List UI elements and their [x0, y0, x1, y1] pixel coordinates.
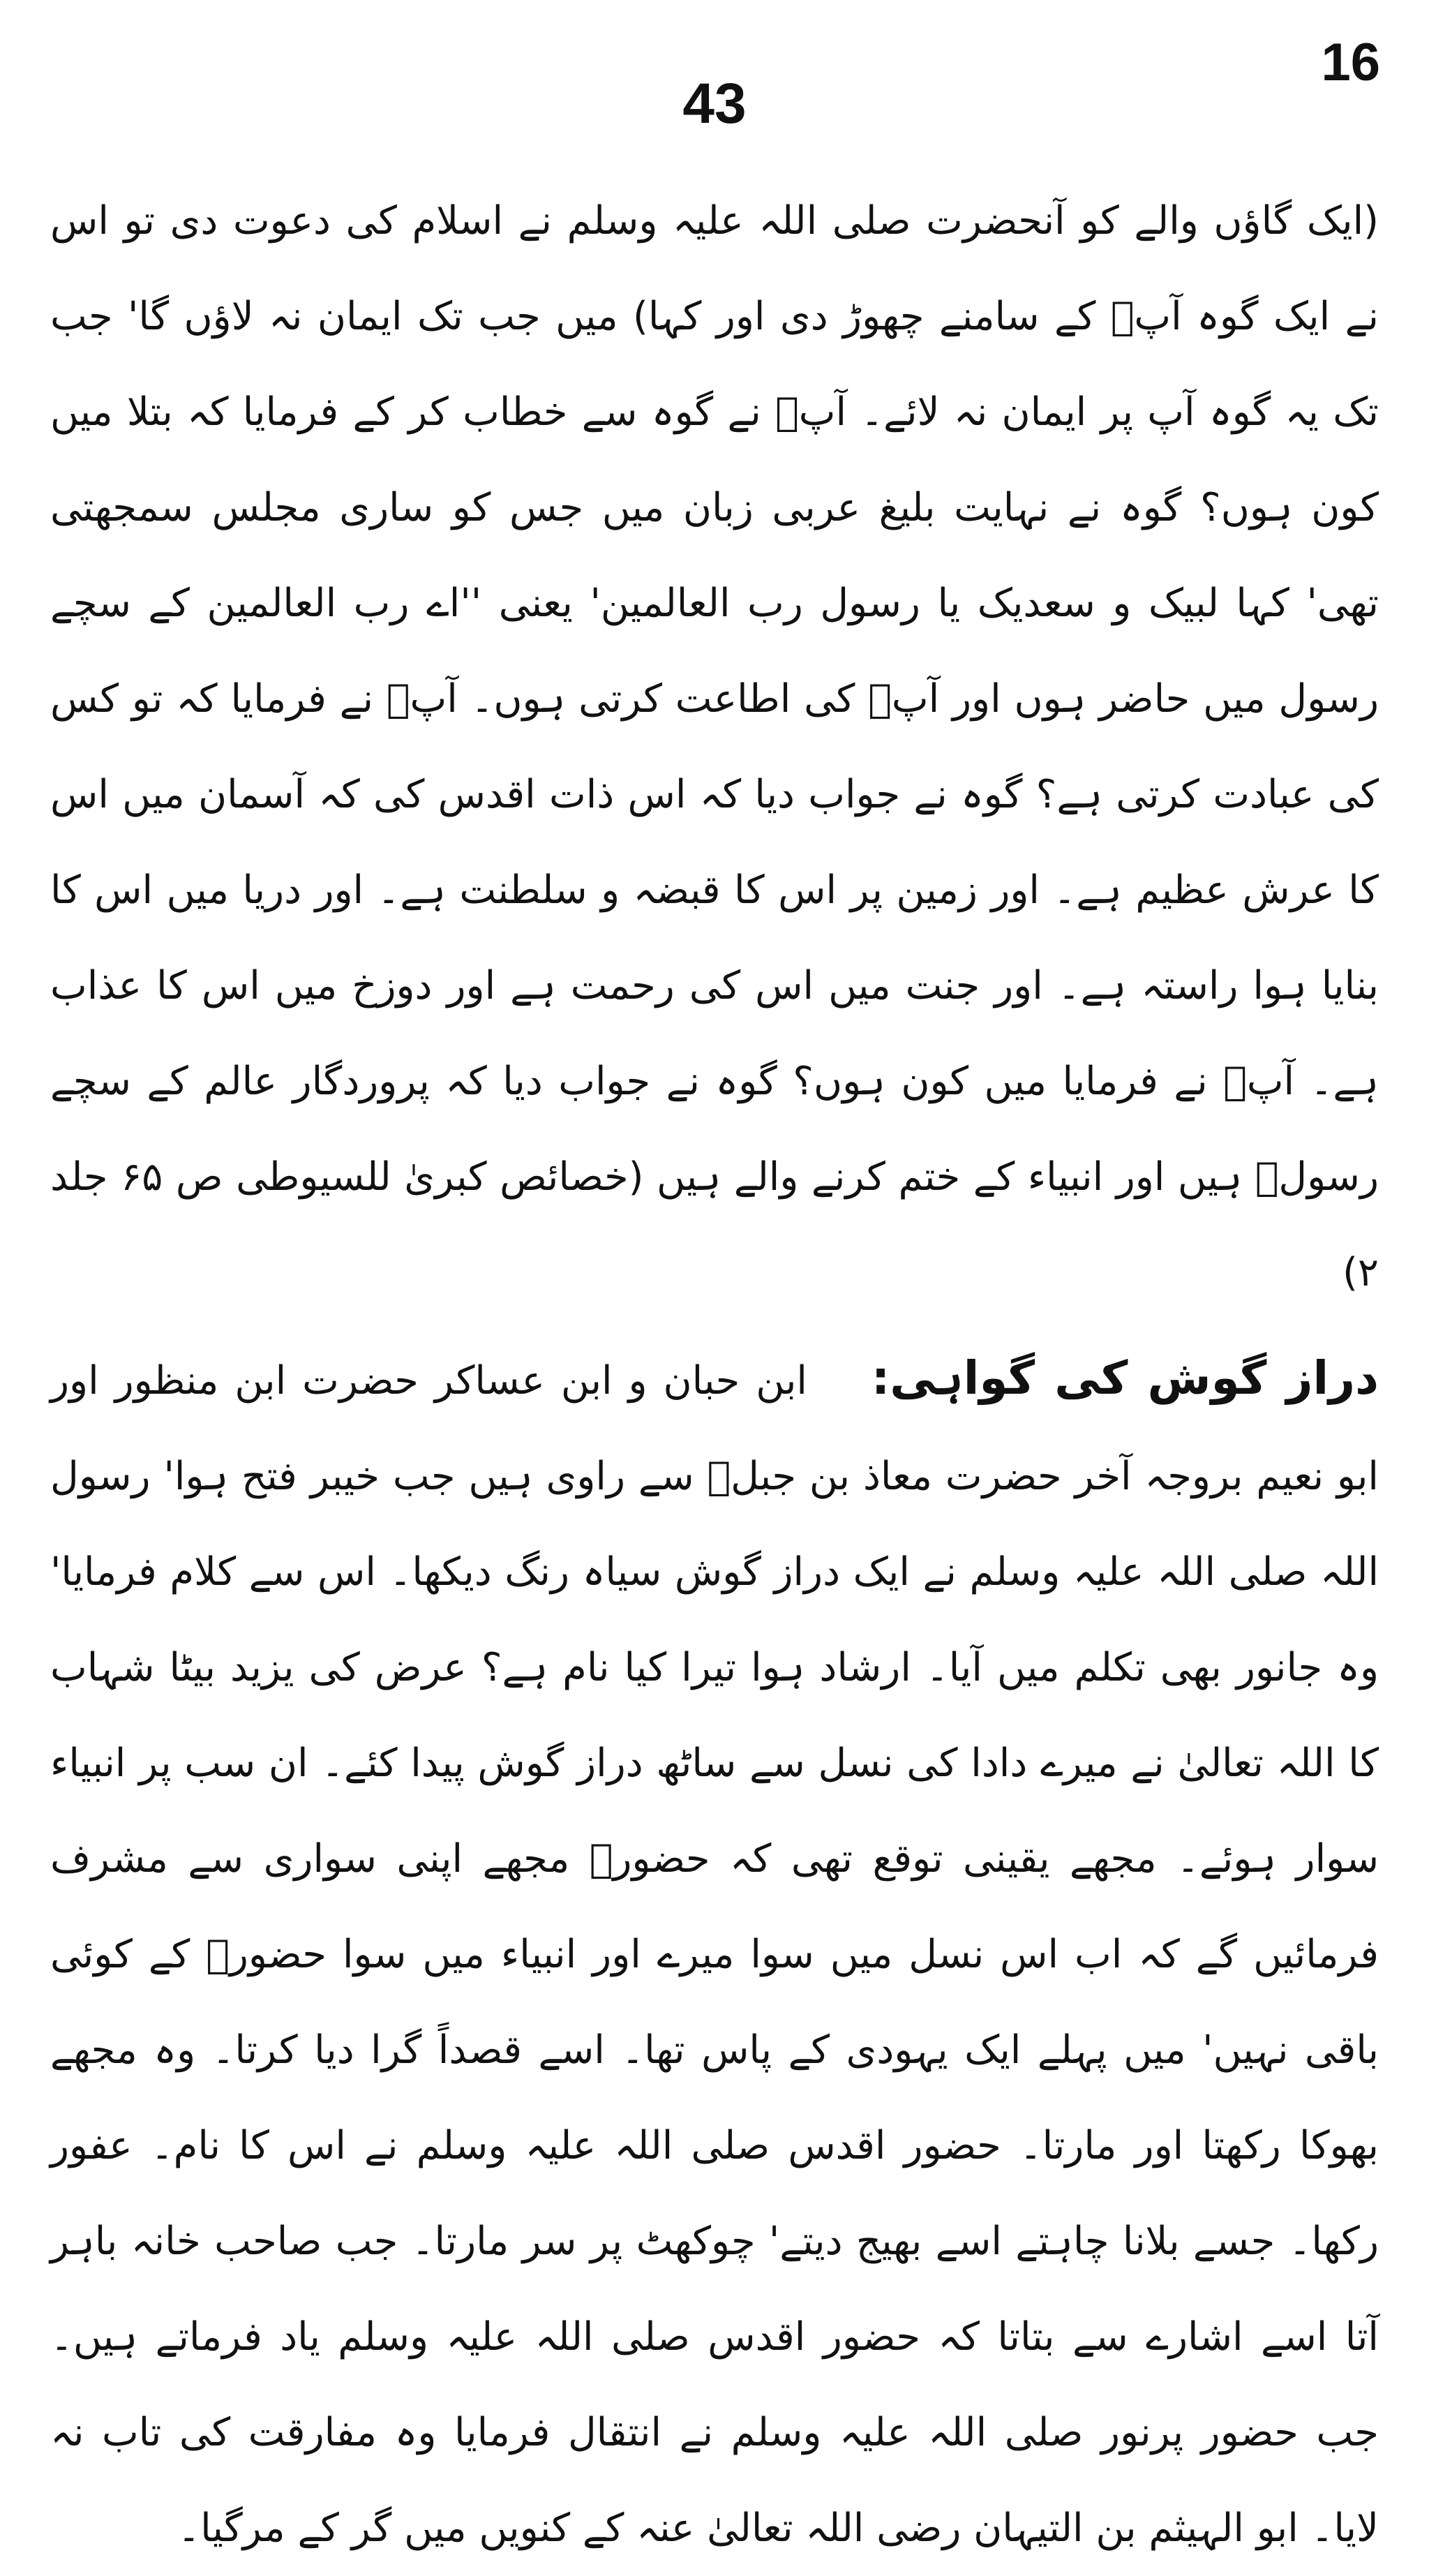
paragraph-lizard-testimony [50, 173, 1379, 1320]
page-body [50, 173, 1379, 2576]
section-heading: دراز گوش کی گواہی: [871, 1351, 1379, 1405]
paragraph-donkey-testimony [50, 1330, 1379, 2576]
inner-page-number: 43 [682, 72, 747, 135]
heading-spacer [823, 1358, 855, 1404]
outer-page-number: 16 [1321, 33, 1380, 92]
paragraph-text: ابن حبان و ابن عساکر حضرت ابن منظور اور ابو نعیم بروجہ آخر حضرت معاذ بن جبلؓ سے راوی ہیں جب خیبر فتح ہوا' رسول اللہ صلی اللہ علیہ وسلم نے ایک دراز گوش سیاہ رنگ دیکھا۔ اس سے کلام فرمایا' وہ جانور بھی تکلم میں آیا۔ ارشاد ہوا تیرا کیا نام ہے؟ عرض کی یزید بیٹا شہاب کا اللہ تعالیٰ نے میرے دادا کی نسل سے ساٹھ دراز گوش پیدا کئے۔ ان سب پر انبیاء سوار ہوئے۔ مجھے یقینی توقع تھی کہ حضورؐ مجھے اپنی سواری سے مشرف فرمائیں گے کہ اب اس نسل میں سوا میرے اور انبیاء میں سوا حضورؐ کے کوئی باقی نہیں' میں پہلے ایک یہودی کے پاس تھا۔ اسے قصداً گرا دیا کرتا۔ وہ مجھے بھوکا رکھتا اور مارتا۔ حضور اقدس صلی اللہ علیہ وسلم نے اس کا نام۔ عفور رکھا۔ جسے بلانا چاہتے اسے بھیج دیتے' چوکھٹ پر سر مارتا۔ جب صاحب خانہ باہر آتا اسے اشارے سے بتاتا کہ حضور اقدس صلی اللہ علیہ وسلم یاد فرماتے ہیں۔ جب حضور پرنور صلی اللہ علیہ وسلم نے انتقال فرمایا وہ مفارقت کی تاب نہ لایا۔ ابو الہیثم بن التیہان رضی اللہ تعالیٰ عنہ کے کنویں میں گر کے مرگیا۔ [50, 1358, 1379, 2551]
paragraph-text: (ایک گاؤں والے کو آنحضرت صلی اللہ علیہ وسلم نے اسلام کی دعوت دی تو اس نے ایک گوہ آپؐ کے سامنے چھوڑ دی اور کہا) میں جب تک ایمان نہ لاؤں گا' جب تک یہ گوہ آپ پر ایمان نہ لائے۔ آپؐ نے گوہ سے خطاب کر کے فرمایا کہ بتلا میں کون ہوں؟ گوہ نے نہایت بلیغ عربی زبان میں جس کو ساری مجلس سمجھتی تھی' کہا لبیک و سعدیک یا رسول رب العالمین' یعنی ''اے رب العالمین کے سچے رسول میں حاضر ہوں اور آپؐ کی اطاعت کرتی ہوں۔ آپؐ نے فرمایا کہ تو کس کی عبادت کرتی ہے؟ گوہ نے جواب دیا کہ اس ذات اقدس کی کہ آسمان میں اس کا عرش عظیم ہے۔ اور زمین پر اس کا قبضہ و سلطنت ہے۔ اور دریا میں اس کا بنایا ہوا راستہ ہے۔ اور جنت میں اس کی رحمت ہے اور دوزخ میں اس کا عذاب ہے۔ آپؐ نے فرمایا میں کون ہوں؟ گوہ نے جواب دیا کہ پروردگار عالم کے سچے رسولؐ ہیں اور انبیاء کے ختم کرنے والے ہیں (خصائص کبریٰ للسیوطی ص ۶۵ جلد ۲) [50, 198, 1379, 1295]
